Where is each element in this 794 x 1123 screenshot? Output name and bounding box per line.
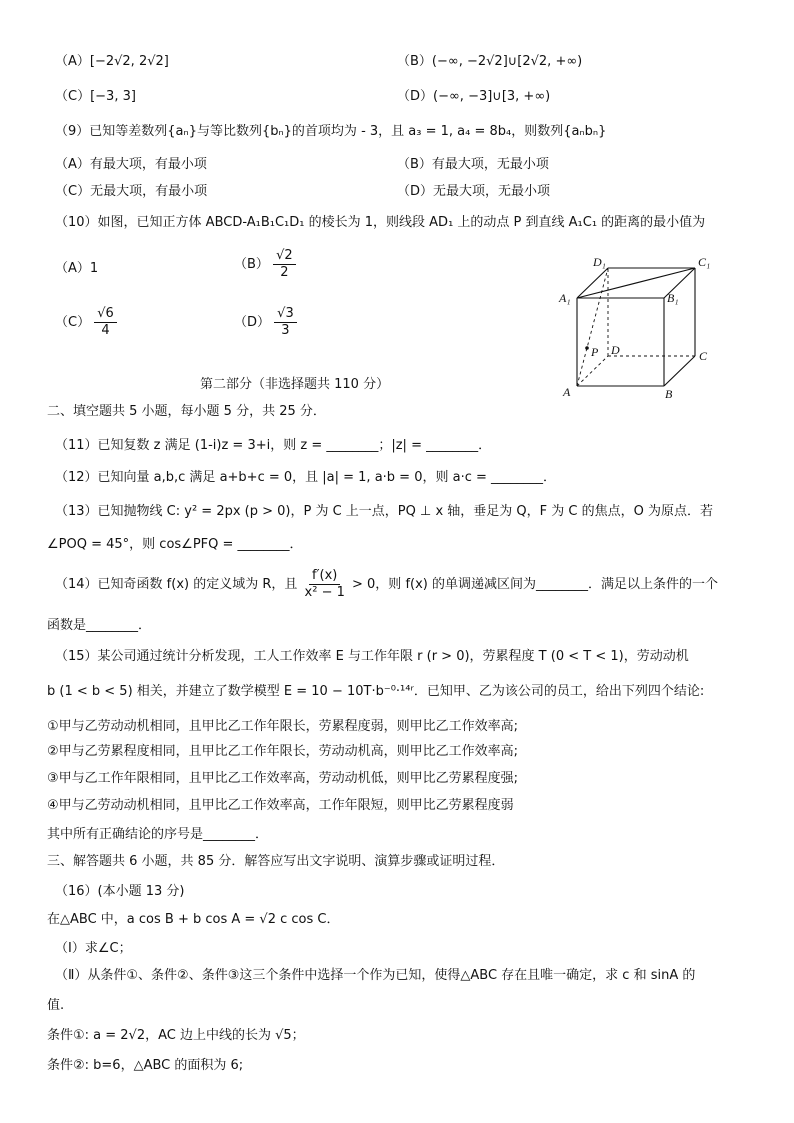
q10-b-numerator: √2 [273, 248, 296, 265]
q15-conclusion-1: ①甲与乙劳动动机相同，且甲比乙工作年限长，劳累程度弱，则甲比乙工作效率高; [47, 719, 519, 734]
q10-option-c-fraction [94, 306, 117, 339]
q15-answer-line: 其中所有正确结论的序号是________． [47, 827, 269, 842]
point-p [585, 346, 589, 350]
q16-condition: 在△ABC 中，a cos B + b cos A = √2 c cos C． [47, 912, 340, 927]
q8-option-a: （A）[−2√2, 2√2] [55, 54, 169, 69]
cube-figure [555, 252, 715, 402]
q9-option-b: （B）有最大项，无最小项 [397, 157, 549, 172]
q10-option-d-label: （D） [234, 315, 271, 330]
q10-d-numerator: √3 [274, 306, 297, 323]
q9-stem: （9）已知等差数列{aₙ}与等比数列{bₙ}的首项均为 - 3，且 a₃ = 1, a₄ = 8b₄，则数列{aₙbₙ} [55, 124, 607, 139]
q8-option-d: （D）(−∞, −3]∪[3, +∞) [397, 89, 551, 104]
section3-heading: 三、解答题共 6 小题，共 85 分．解答应写出文字说明、演算步骤或证明过程． [47, 854, 505, 869]
label-d: D [611, 343, 620, 357]
q14-denominator: x² − 1 [304, 585, 345, 600]
q16-part2-line1: （Ⅱ）从条件①、条件②、条件③这三个条件中选择一个作为已知，使得△ABC 存在且唯一确定，求 c 和 sinA 的 [55, 968, 696, 983]
q11: （11）已知复数 z 满足 (1-i)z = 3+i，则 z = ________；|z| = ________． [55, 438, 492, 453]
q15-line2: b (1 < b < 5) 相关，并建立了数学模型 E = 10 − 10T·b⁻⁰·¹⁴ʳ．已知甲、乙为该公司的员工，给出下列四个结论: [47, 684, 705, 699]
label-a: A [563, 385, 571, 399]
q14-numerator: f′(x) [309, 568, 340, 585]
q14-line1 [55, 568, 718, 601]
q16-condition-2: 条件②: b=6，△ABC 的面积为 6; [47, 1058, 244, 1073]
q10-stem: （10）如图，已知正方体 ABCD-A₁B₁C₁D₁ 的棱长为 1，则线段 AD₁ 上的动点 P 到直线 A₁C₁ 的距离的最小值为 [55, 215, 706, 230]
q16-heading: （16）(本小题 13 分) [55, 884, 185, 899]
q13-line2: ∠POQ = 45°，则 cos∠PFQ = ________． [47, 537, 303, 552]
label-p: P [591, 345, 599, 359]
q10-option-c-label: （C） [55, 315, 91, 330]
edge-b-c [664, 356, 695, 386]
q10-c-numerator: √6 [94, 306, 117, 323]
q10-option-b [234, 248, 296, 281]
label-a1: A₁ [559, 291, 571, 305]
label-c: C [699, 349, 708, 363]
q16-part2-line2: 值. [47, 998, 65, 1013]
section2-heading: 二、填空题共 5 小题，每小题 5 分，共 25 分． [47, 404, 326, 419]
q15-conclusion-3: ③甲与乙工作年限相同，且甲比乙工作效率高，劳动动机低，则甲比乙劳累程度强; [47, 771, 519, 786]
q14-fraction [302, 568, 348, 601]
q14-pre: （14）已知奇函数 f(x) 的定义域为 R，且 [55, 577, 298, 592]
q15-line1: （15）某公司通过统计分析发现，工人工作效率 E 与工作年限 r (r > 0)，劳累程度 T (0 < T < 1)，劳动动机 [55, 649, 689, 664]
q13-line1: （13）已知抛物线 C: y² = 2px (p > 0)，P 为 C 上一点，PQ ⊥ x 轴，垂足为 Q，F 为 C 的焦点，O 为原点．若 [55, 504, 713, 519]
q9-option-c: （C）无最大项，有最小项 [55, 184, 208, 199]
q10-option-b-fraction [273, 248, 296, 281]
q8-option-c: （C）[−3, 3] [55, 89, 136, 104]
label-c1: C₁ [698, 255, 711, 269]
q14-line2: 函数是________． [47, 618, 152, 633]
q10-d-denominator: 3 [281, 323, 290, 338]
hidden-edge-a-d [577, 356, 608, 386]
q10-option-c [55, 306, 117, 339]
q16-part1: （Ⅰ）求∠C； [55, 941, 132, 956]
q16-condition-1: 条件①: a = 2√2，AC 边上中线的长为 √5； [47, 1028, 305, 1043]
q10-option-d-fraction [274, 306, 297, 339]
label-b1: B₁ [667, 291, 679, 305]
q10-b-denominator: 2 [280, 265, 289, 280]
label-d1: D₁ [593, 255, 606, 269]
q14-post: > 0，则 f(x) 的单调递减区间为________．满足以上条件的一个 [352, 577, 718, 592]
part2-title: 第二部分（非选择题共 110 分） [200, 377, 390, 392]
q9-option-d: （D）无最大项，无最小项 [397, 184, 551, 199]
label-b: B [665, 387, 673, 401]
hidden-diagonal-a-d1 [577, 268, 608, 386]
q10-option-b-label: （B） [234, 257, 269, 272]
q8-option-b: （B）(−∞, −2√2]∪[2√2, +∞) [397, 54, 583, 69]
q12: （12）已知向量 a,b,c 满足 a+b+c = 0，且 |a| = 1, a·b = 0，则 a·c = ________． [55, 470, 557, 485]
q9-option-a: （A）有最大项，有最小项 [55, 157, 207, 172]
q10-option-a: （A）1 [55, 261, 99, 276]
q15-conclusion-2: ②甲与乙劳累程度相同，且甲比乙工作年限长，劳动动机高，则甲比乙工作效率高; [47, 744, 519, 759]
q10-option-d [234, 306, 297, 339]
q10-c-denominator: 4 [101, 323, 110, 338]
q15-conclusion-4: ④甲与乙劳动动机相同，且甲比乙工作效率高，工作年限短，则甲比乙劳累程度弱 [47, 798, 514, 813]
